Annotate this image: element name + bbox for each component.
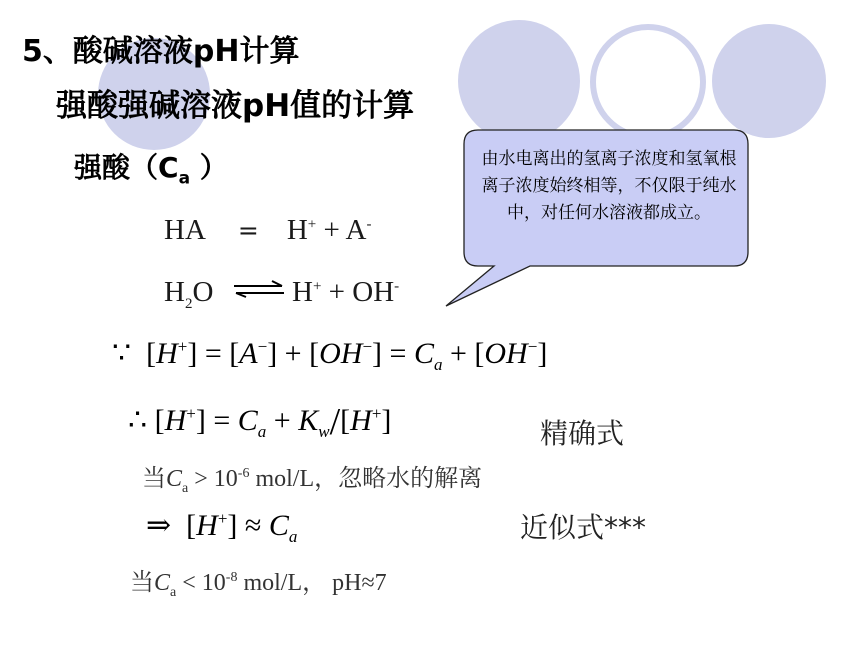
- slide-subtitle: 强酸强碱溶液pH值的计算: [56, 88, 415, 124]
- formula-exact: ∴ $[H^+] = C_a + K_w/[H^+]$: [128, 401, 392, 443]
- formula-approximate: ⇒ $[H^+] \approx C_a$: [146, 509, 298, 546]
- strong-acid-heading: 强酸（$C_a$ ）: [74, 151, 228, 189]
- formula-charge-balance: ∵ $[H^+] = [A^-] + [OH^-] = C_a + [OH^-]$: [112, 337, 548, 374]
- approx-formula-label: 近似式***: [520, 511, 647, 544]
- equation-ionization-acid: HA = H+ + A-: [164, 214, 372, 246]
- equilibrium-arrow-icon: [232, 280, 286, 298]
- callout-text: 由水电离出的氢离子浓度和氢氧根离子浓度始终相等，不仅限于纯水中，对任何水溶液都成立。: [481, 149, 737, 223]
- condition-neglect-water: 当$C_a > 10^{-6}$ mol/L，忽略水的解离: [142, 466, 483, 496]
- slide-title: 5、酸碱溶液pH计算: [22, 34, 300, 69]
- equation-ionization-water-products: H+ + OH-: [292, 276, 400, 308]
- equation-ionization-water: $H_2O$: [164, 276, 214, 312]
- exact-formula-label: 精确式: [540, 417, 625, 450]
- condition-neutral: 当$C_a < 10^{-8}$ mol/L， pH≈7: [130, 570, 387, 600]
